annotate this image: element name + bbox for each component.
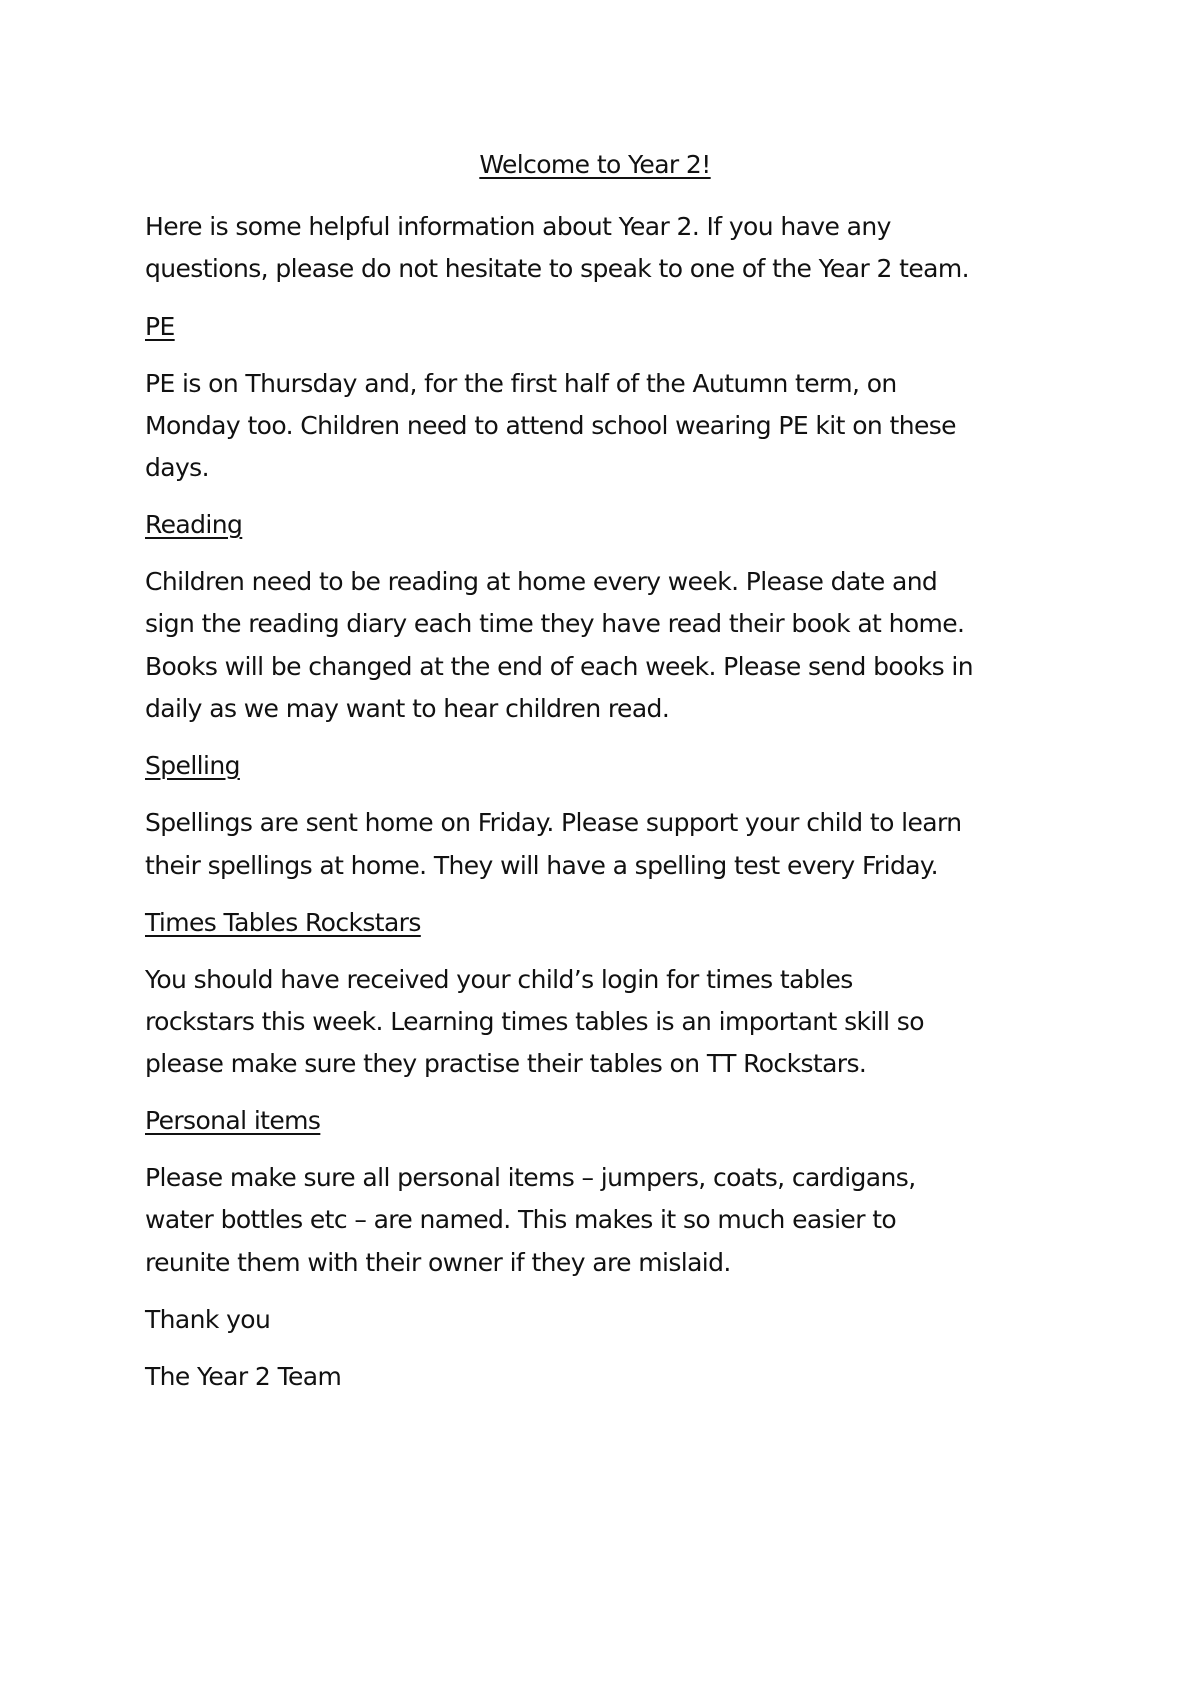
section-heading-personal-items: Personal items [145,1106,321,1135]
section-heading-pe: PE [145,312,175,341]
body-line: please make sure they practise their tables on TT Rockstars. [145,1049,867,1078]
body-line: rockstars this week. Learning times tables is an important skill so [145,1007,924,1036]
body-line: Books will be changed at the end of each week. Please send books in [145,652,974,681]
section-heading-times-tables: Times Tables Rockstars [145,908,421,937]
body-line: Monday too. Children need to attend school wearing PE kit on these [145,411,956,440]
body-line: daily as we may want to hear children read. [145,694,670,723]
body-line: Please make sure all personal items – jumpers, coats, cardigans, [145,1163,916,1192]
closing-text: Thank you [145,1305,271,1334]
body-line: sign the reading diary each time they have read their book at home. [145,609,965,638]
body-line: Children need to be reading at home every week. Please date and [145,567,938,596]
body-line: their spellings at home. They will have a spelling test every Friday. [145,851,938,880]
body-line: Spellings are sent home on Friday. Please support your child to learn [145,808,962,837]
intro-line: questions, please do not hesitate to speak to one of the Year 2 team. [145,254,969,283]
body-line: days. [145,453,209,482]
page-title: Welcome to Year 2! [479,150,711,179]
intro-line: Here is some helpful information about Year 2. If you have any [145,212,891,241]
section-heading-spelling: Spelling [145,751,240,780]
body-line: You should have received your child’s login for times tables [145,965,853,994]
section-heading-reading: Reading [145,510,243,539]
body-line: reunite them with their owner if they are mislaid. [145,1248,731,1277]
signature-text: The Year 2 Team [145,1362,342,1391]
body-line: water bottles etc – are named. This makes it so much easier to [145,1205,897,1234]
body-line: PE is on Thursday and, for the first half of the Autumn term, on [145,369,897,398]
